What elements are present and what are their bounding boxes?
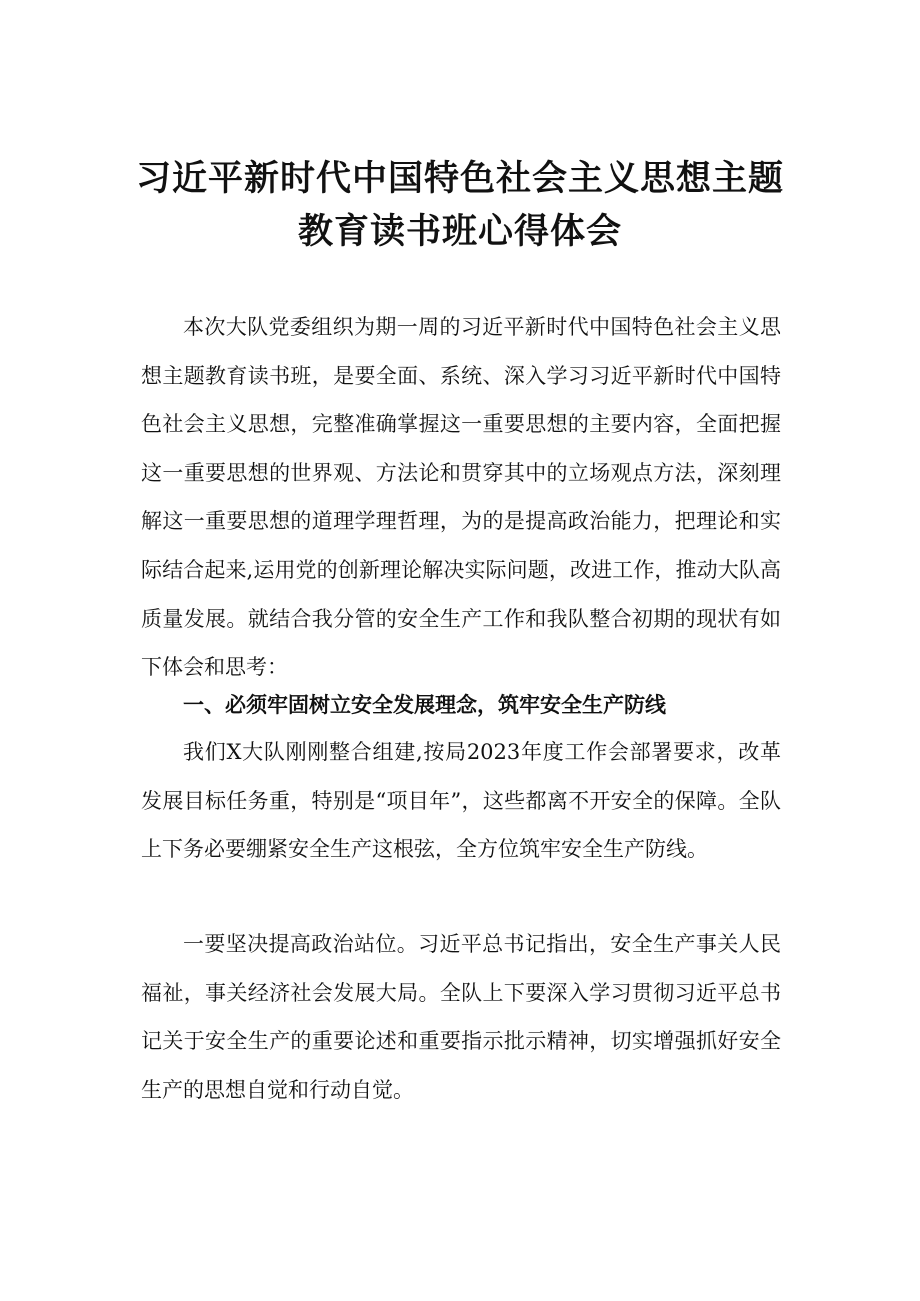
section1-paragraph-2: 一要坚决提高政治站位。习近平总书记指出，安全生产事关人民福祉，事关经济社会发展大局。全队上下要深入学习贯彻习近平总书记关于安全生产的重要论述和重要指示批示精神，切实增强抓好安全生产的思想自觉和行动自觉。 [141, 932, 781, 1102]
document-title-line-2: 教育读书班心得体会 [297, 212, 622, 252]
section1-paragraph-1: 我们X大队刚刚整合组建,按局2023年度工作会部署要求，改革发展目标任务重，特别是“项目年”，这些都离不开安全的保障。全队上下务必要绷紧安全生产这根弦，全方位筑牢安全生产防线。 [141, 740, 781, 862]
document-title-line-1: 习近平新时代中国特色社会主义思想主题 [135, 159, 784, 199]
intro-paragraph: 本次大队党委组织为期一周的习近平新时代中国特色社会主义思想主题教育读书班，是要全面、系统、深入学习习近平新时代中国特色社会主义思想，完整准确掌握这一重要思想的主要内容，全面把握这一重要思想的世界观、方法论和贯穿其中的立场观点方法，深刻理解这一重要思想的道理学理哲理，为的是提高政治能力，把理论和实际结合起来,运用党的创新理论解决实际问题，改进工作，推动大队高质量发展。就结合我分管的安全生产工作和我队整合初期的现状有如下体会和思考： [141, 315, 781, 680]
section-heading-1: 一、必须牢固树立安全发展理念，筑牢安全生产防线 [183, 693, 666, 717]
